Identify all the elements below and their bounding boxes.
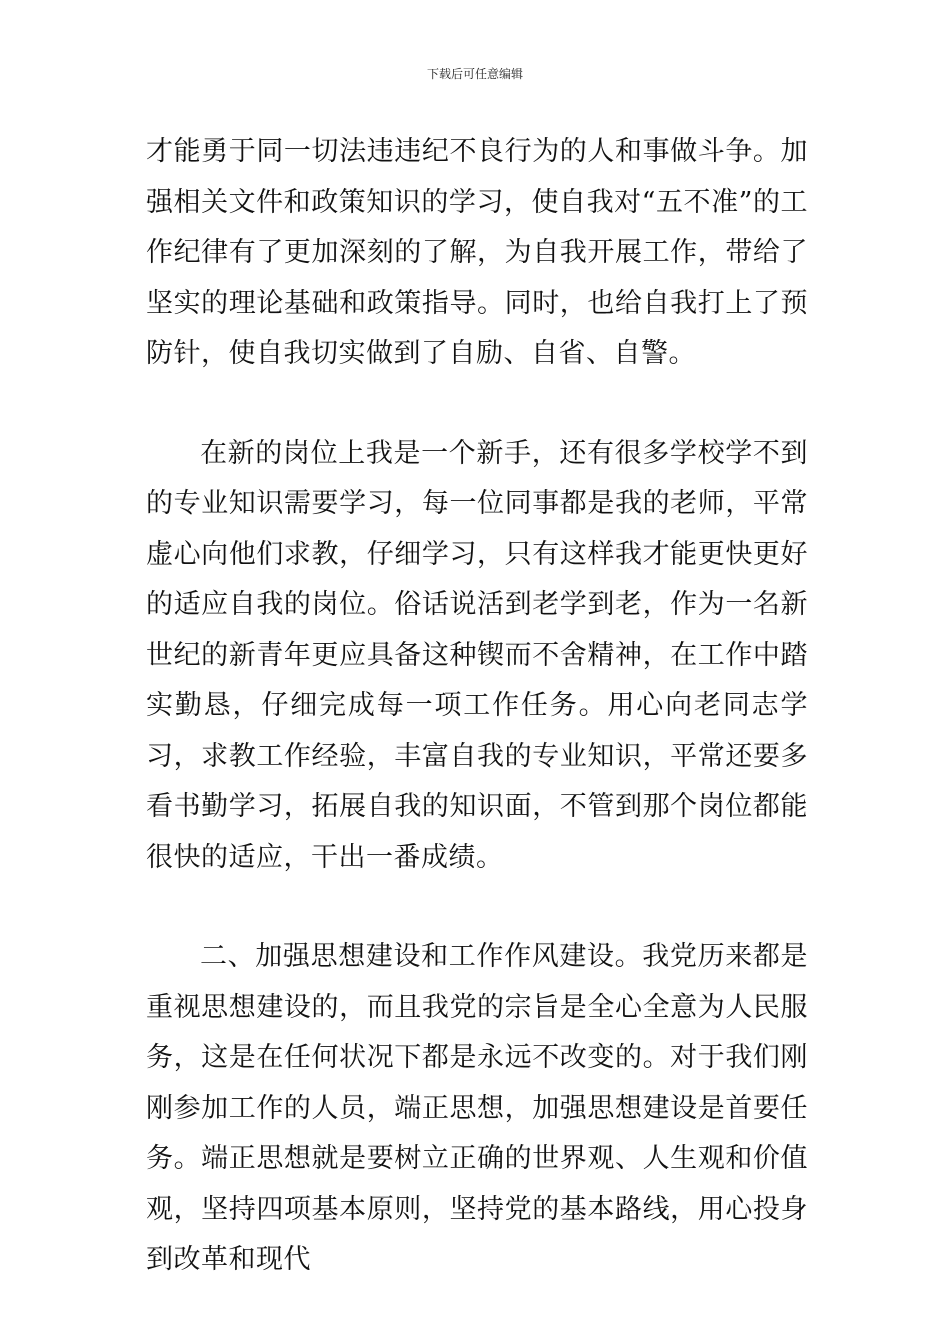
paragraph-1: 才能勇于同一切法违违纪不良行为的人和事做斗争。加强相关文件和政策知识的学习，使自我对“五不准”的工作纪律有了更加深刻的了解，为自我开展工作，带给了坚实的理论基础和政策指导。同时，也给自我打上了预防针，使自我切实做到了自励、自省、自警。: [146, 136, 808, 369]
paragraph-spacer: [146, 883, 808, 932]
paragraph-spacer: [146, 380, 808, 429]
paragraph-3: 二、加强思想建设和工作作风建设。我党历来都是重视思想建设的，而且我党的宗旨是全心全意为人民服务，这是在任何状况下都是永远不改变的。对于我们刚刚参加工作的人员，端正思想，加强思想建设是首要任务。端正思想就是要树立正确的世界观、人生观和价值观，坚持四项基本原则，坚持党的基本路线，用心投身到改革和现代: [146, 941, 808, 1275]
document-body: [146, 127, 808, 1286]
paragraph-2: 在新的岗位上我是一个新手，还有很多学校学不到的专业知识需要学习，每一位同事都是我的老师，平常虚心向他们求教，仔细学习，只有这样我才能更快更好的适应自我的岗位。俗话说活到老学到老，作为一名新世纪的新青年更应具备这种锲而不舍精神，在工作中踏实勤恳，仔细完成每一项工作任务。用心向老同志学习，求教工作经验，丰富自我的专业知识，平常还要多看书勤学习，拓展自我的知识面，不管到那个岗位都能很快的适应，干出一番成绩。: [146, 437, 808, 873]
page-header-note: 下载后可任意编辑: [426, 67, 523, 81]
